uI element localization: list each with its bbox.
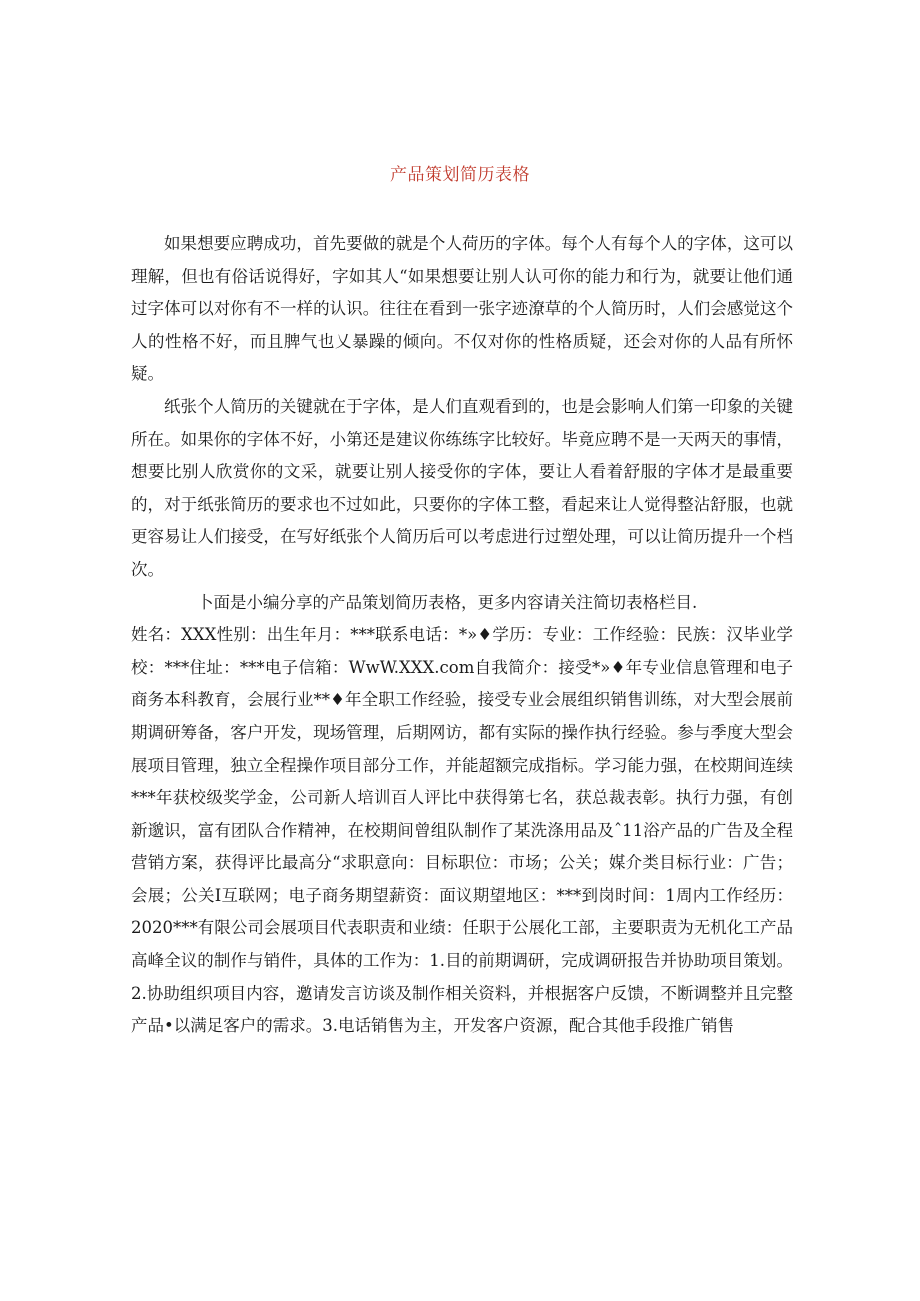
paragraph-font-importance: 如果想要应聘成功，首先要做的就是个人荷历的字体。每个人有每个人的字体，这可以理解，但也有俗话说得好，字如其人“如果想要让别人认可你的能力和行为，就要让他们通过字体可以对你有不一样的认识。往往在看到一张字迹潦草的个人简历时，人们会感觉这个人的性格不好，而且脾气也乂暴躁的倾向。不仅对你的性格质疑，还会对你的人品有所怀疑。 <box>131 234 793 384</box>
document-body <box>131 228 793 1043</box>
paragraph-paper-resume: 纸张个人简历的关键就在于字体，是人们直观看到的，也是会影响人们第一印象的关键所在。如果你的字体不好，小第还是建议你练练字比较好。毕竟应聘不是一天两天的事情，想要比别人欣赏你的文采，就要让别人接受你的字体，要让人看着舒服的字体才是最重要的，对于纸张简历的要求也不过如此，只要你的字体工整，看起来让人觉得整沾舒服，也就更容易让人们接受，在写好纸张个人简历后可以考虑进行过塑处理，可以让简历提升一个档次。 <box>131 396 793 579</box>
document-title: 产品策划简历表格 <box>390 165 530 185</box>
paragraph-intro: 卜面是小编分享的产品策划简历表格，更多内容请关注简切表格栏目. <box>197 592 698 612</box>
paragraph-resume-details: 姓名：XXX性别：出生年月：***联系电话：*»♦学历：专业：工作经验：民族：汉毕业学校：***住址：***电子信箱：WwW.XXX.com自我简介：接受*»♦年专业信息管理和电子商务本科教育，会展行业**♦年全职工作经验，接受专业会展组织销售训练，对大型会展前期调研筹备，客户开发，现场管理，后期网访，都有实际的操作执行经验。参与季度大型会展项目管理，独立全程操作项目部分工作，并能超额完成指标。学习能力强，在校期间连续***年获校级奖学金，公司新人培训百人评比中获得第七名，获总裁表彰。执行力强，有创新邈识，富有团队合作精神，在校期间曾组队制作了某洗涤用品及ˆ11浴产品的广告及全程营销方案，获得评比最高分“求职意向：目标职位：市场；公关；媒介类目标行业：广告；会展；公关I互联网；电子商务期望薪资：面议期望地区：***到岗时间：1周内工作经历：2020***有限公司会展项目代表职责和业绩：任职于公展化工部，主要职责为无机化工产品高峰全议的制作与销件，具体的工作为：1.目的前期调研，完成调研报告并协助项目策划。2.协助组织项目内容，邀请发言访谈及制作相关资料，并根据客户反馈，不断调整并且完整产品•以满足客户的需求。3.电话销售为主，开发客户资源，配合其他手段推广销售 <box>131 625 793 1036</box>
